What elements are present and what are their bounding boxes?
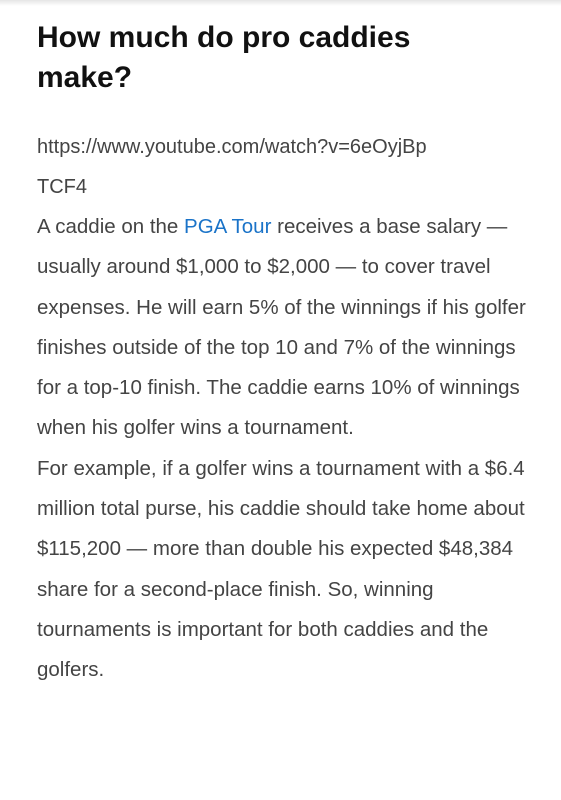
article-title: How much do pro caddies make? xyxy=(37,21,411,94)
video-url-link[interactable]: https://www.youtube.com/watch?v=6eOyjBpTCF4 xyxy=(37,136,427,198)
paragraph-text: receives a base salary — usually around $1,000 to $2,000 — to cover travel expenses. He will earn 5% of the winnings if his golfer finishes outside of the top 10 and 7% of the winnings for a top-10 finish. The caddie earns 10% of winnings when his golfer wins a tournament. xyxy=(37,215,526,440)
article-content xyxy=(37,18,537,691)
paragraph-example: For example, if a golfer wins a tournament with a $6.4 million total purse, his caddie should take home about $115,200 — more than double his expected $48,384 share for a second-place finish. So, winning tournaments is important for both caddies and the golfers. xyxy=(37,456,525,682)
paragraph-caddie-salary xyxy=(37,207,537,449)
paragraph-text: A caddie on the xyxy=(37,215,185,238)
top-bar-shadow xyxy=(0,0,561,6)
pga-tour-link[interactable]: PGA Tour xyxy=(184,215,272,238)
